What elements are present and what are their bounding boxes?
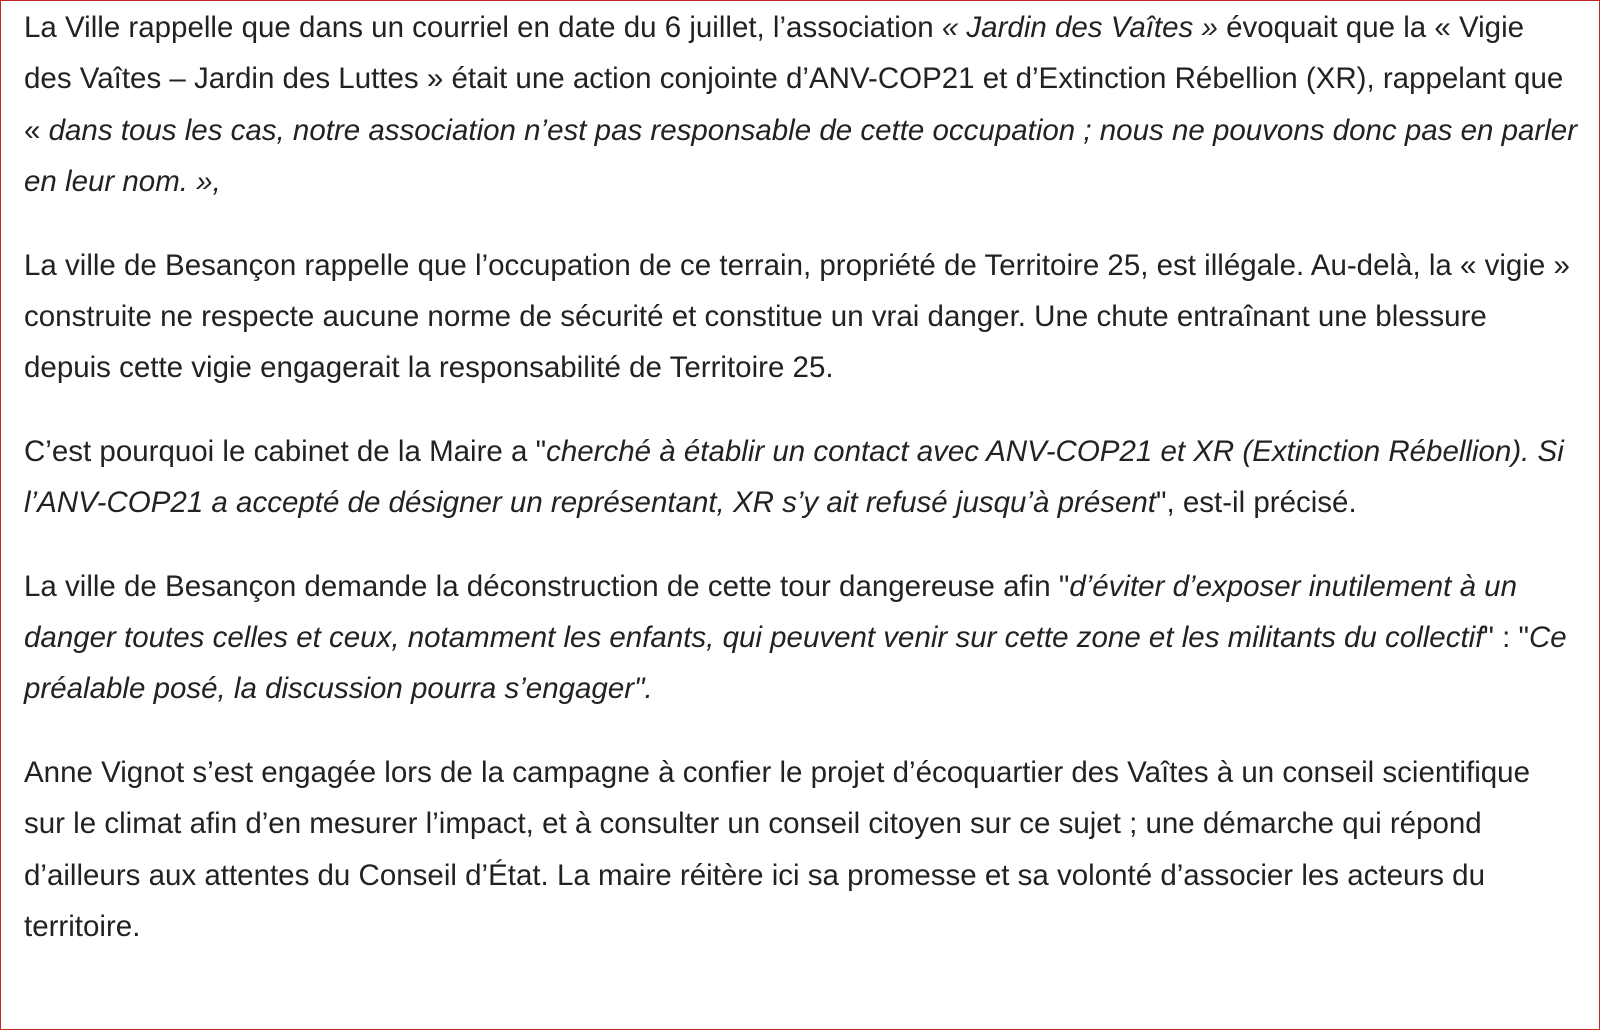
paragraph-text: La Ville rappelle que dans un courriel en date du 6 juillet, l’association [24, 11, 942, 44]
paragraph-deconstruction [24, 561, 1579, 715]
quote-discussion: Ce préalable posé, la discussion pourra s’engager". [24, 621, 1567, 706]
paragraph-text: Anne Vignot s’est engagée lors de la campagne à confier le projet d’écoquartier des Vaîtes à un conseil scientifique sur le climat afin d’en mesurer l’impact, et à consulter un conseil citoyen sur ce sujet ; une démarche qui répond d’ailleurs aux attentes du Conseil d’État. La maire réitère ici sa promesse et sa volonté d’associer les acteurs du territoire. [24, 755, 1530, 944]
paragraph-anne-vignot [24, 747, 1579, 953]
article-body [24, 2, 1579, 985]
quote-cabinet: cherché à établir un contact avec ANV-COP21 et XR (Extinction Rébellion). Si l’ANV-COP21 a accepté de désigner un représentant, XR s’y ait refusé jusqu’à présent [24, 434, 1564, 520]
quote-association-name: « Jardin des Vaîtes » [941, 11, 1218, 44]
quote-association: dans tous les cas, notre association n’est pas responsable de cette occupation ; nous ne pouvons donc pas en parler en leur nom. », [24, 113, 1578, 199]
paragraph-text: La ville de Besançon demande la déconstruction de cette tour dangereuse afin " [24, 569, 1070, 603]
paragraph-text: ", est-il précisé. [1156, 486, 1357, 520]
paragraph-text: " : " [1483, 621, 1529, 655]
paragraph-cabinet-maire [24, 426, 1579, 529]
paragraph-illegal-occupation [24, 240, 1579, 394]
paragraph-text: évoquait que la « Vigie des Vaîtes – Jardin des Luttes » était une action conjointe d’ANV-COP21 et d’Extinction Rébellion (XR), rappelant que « [24, 11, 1564, 147]
paragraph-text: C’est pourquoi le cabinet de la Maire a " [24, 434, 547, 468]
paragraph-text: La ville de Besançon rappelle que l’occupation de ce terrain, propriété de Territoire 25, est illégale. Au-delà, la « vigie » construite ne respecte aucune norme de sécurité et constitue un vrai danger. Une chute entraînant une blessure depuis cette vigie engagerait la responsabilité de Territoire 25. [24, 248, 1570, 385]
paragraph-courriel [24, 2, 1579, 208]
quote-danger: d’éviter d’exposer inutilement à un danger toutes celles et ceux, notamment les enfants, qui peuvent venir sur cette zone et les militants du collectif [24, 569, 1517, 655]
